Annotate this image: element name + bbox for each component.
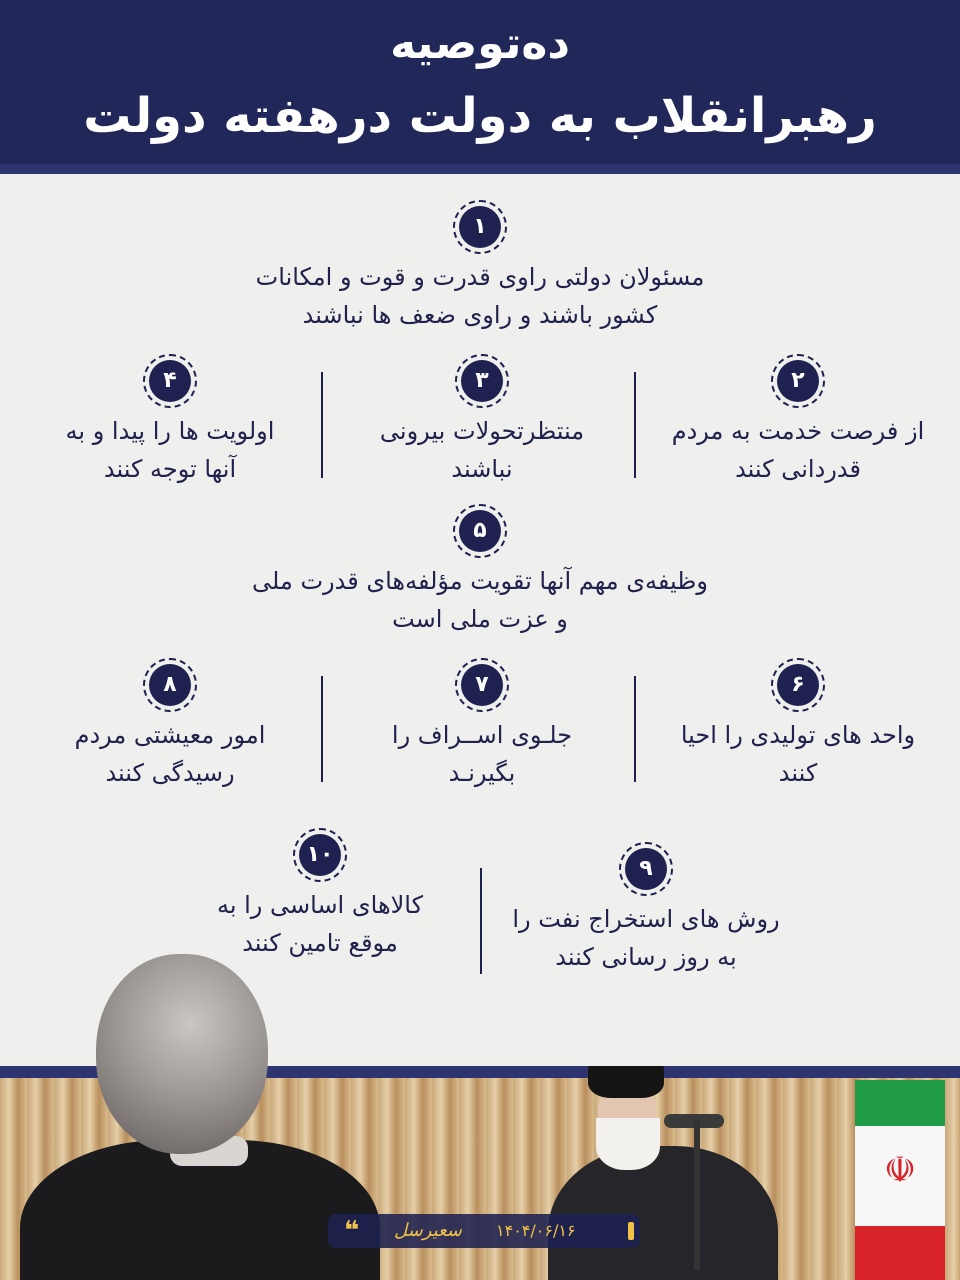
number-badge-2: ۲ [777, 360, 819, 402]
number-badge-10: ۱۰ [299, 834, 341, 876]
number-badge-7: ۷ [461, 664, 503, 706]
speaker-turban [588, 1066, 664, 1098]
recommendation-6 [648, 664, 948, 792]
recommendation-9 [496, 848, 796, 976]
recommendation-1-text: مسئولان دولتی راوی قدرت و قوت و امکانات کشور باشند و راوی ضعف ها نباشند [255, 263, 705, 329]
recommendation-2 [648, 360, 948, 488]
number-badge-4: ۴ [149, 360, 191, 402]
title-line-2: رهبرانقلاب به دولت درهفته دولت [83, 88, 877, 144]
recommendation-10 [170, 834, 470, 962]
number-badge-8: ۸ [149, 664, 191, 706]
recommendation-9-text: روش های استخراج نفت را به روز رسانی کنند [512, 905, 780, 971]
recommendation-5 [180, 510, 780, 638]
recommendation-1 [180, 206, 780, 334]
recommendation-8 [24, 664, 316, 792]
publish-date: ۱۴۰۴/۰۶/۱۶ [496, 1221, 576, 1240]
flag-icon [855, 1080, 945, 1280]
title-line-1: ده‌توصیه [390, 18, 570, 69]
quote-icon: ❝ [344, 1216, 360, 1246]
column-divider [321, 372, 323, 478]
header-divider [0, 164, 960, 174]
recommendation-8-text: امور معیشتی مردم رسیدگی کنند [74, 721, 266, 787]
recommendation-4 [24, 360, 316, 488]
footer-bar [328, 1214, 640, 1248]
recommendation-3-text: منتظرتحولات بیرونی نباشند [379, 417, 585, 483]
recommendation-2-text: از فرصت خدمت به مردم قدردانی کنند [671, 417, 925, 483]
recommendation-3 [334, 360, 630, 488]
column-divider [634, 372, 636, 478]
number-badge-3: ۳ [461, 360, 503, 402]
number-badge-1: ۱ [459, 206, 501, 248]
microphone-stand [694, 1120, 700, 1270]
recommendation-7 [334, 664, 630, 792]
signature: سعیرسل [394, 1220, 462, 1241]
recommendation-5-text: وظیفه‌ی مهم آنها تقویت مؤلفه‌های قدرت ملی و عزت ملی است [252, 567, 708, 633]
number-badge-5: ۵ [459, 510, 501, 552]
speaker-beard [596, 1118, 660, 1170]
column-divider [480, 868, 482, 974]
recommendation-7-text: جلـوی اســراف را بگیرنـد [391, 721, 573, 787]
speaker-robe [548, 1146, 778, 1280]
listener-head [96, 954, 268, 1154]
number-badge-6: ۶ [777, 664, 819, 706]
header-banner [0, 0, 960, 164]
number-badge-9: ۹ [625, 848, 667, 890]
recommendation-10-text: کالاهای اساسی را به موقع تامین کنند [216, 891, 424, 957]
column-divider [321, 676, 323, 782]
accent-marker [628, 1222, 634, 1240]
recommendation-6-text: واحد های تولیدی را احیا کنند [680, 721, 916, 787]
recommendation-4-text: اولویت ها را پیدا و به آنها توجه کنند [65, 417, 275, 483]
emblem-icon: ☫ [883, 1150, 917, 1191]
column-divider [634, 676, 636, 782]
